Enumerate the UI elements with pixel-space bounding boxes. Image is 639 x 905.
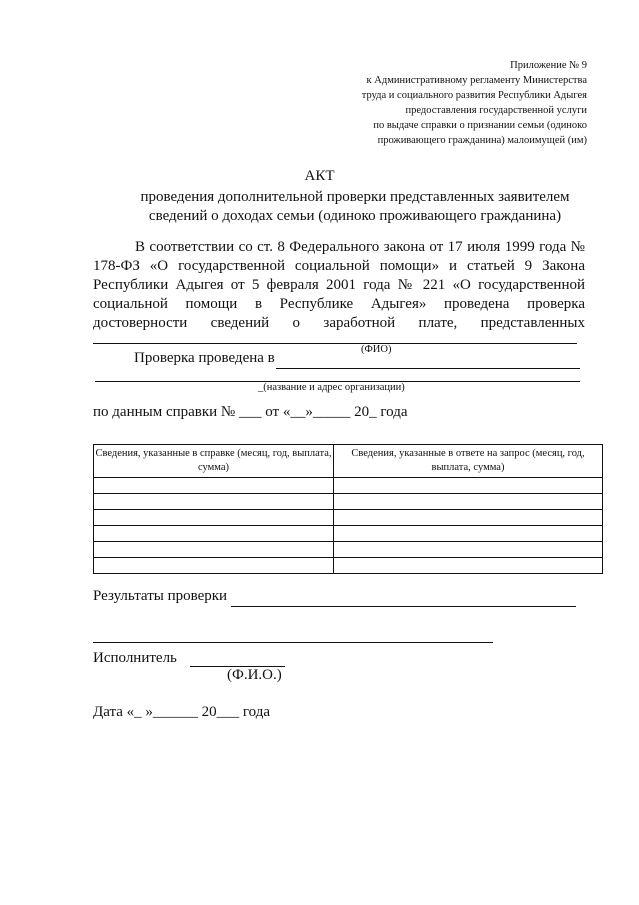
table-cell[interactable] — [334, 510, 603, 526]
table-cell[interactable] — [334, 494, 603, 510]
organization-caption: _(название и адрес организации) — [258, 382, 405, 393]
act-subtitle-line-2: сведений о доходах семьи (одиноко проживающего гражданина) — [148, 208, 562, 224]
executor-fio-caption: (Ф.И.О.) — [227, 667, 282, 683]
table-row — [94, 510, 603, 526]
table-cell[interactable] — [94, 526, 334, 542]
table-cell[interactable] — [334, 542, 603, 558]
table-row — [94, 526, 603, 542]
fio-fill-line[interactable] — [93, 343, 577, 344]
appendix-header — [287, 58, 587, 148]
table-header-response: Сведения, указанные в ответе на запрос (месяц, год, выплата, сумма) — [334, 445, 603, 478]
table-row — [94, 558, 603, 574]
fio-caption: (ФИО) — [361, 344, 392, 355]
act-title: АКТ — [304, 168, 335, 184]
table-header-certificate: Сведения, указанные в справке (месяц, год, выплата, сумма) — [94, 445, 334, 478]
table-cell[interactable] — [334, 526, 603, 542]
table-row — [94, 542, 603, 558]
check-label: Проверка проведена в — [134, 350, 275, 366]
results-fill-line-2[interactable] — [93, 642, 493, 643]
table-cell[interactable] — [94, 542, 334, 558]
act-subtitle-line-1: проведения дополнительной проверки представленных заявителем — [140, 189, 570, 205]
table-cell[interactable] — [94, 558, 334, 574]
legal-basis-paragraph: В соответствии со ст. 8 Федерального закона от 17 июля 1999 года № 178-ФЗ «О государственной социальной помощи» и статьей 9 Закона Республики Адыгея от 5 февраля 2001 года № 221 «О государственной социальной помощи в Республике Адыгея» проведена проверка достоверности сведений о заработной плате, представленных — [93, 239, 585, 331]
table-cell[interactable] — [94, 478, 334, 494]
table-row — [94, 494, 603, 510]
table-cell[interactable] — [334, 558, 603, 574]
organization-fill-line[interactable] — [276, 368, 580, 369]
table-cell[interactable] — [94, 510, 334, 526]
appendix-line: к Административному регламенту Министерства — [366, 75, 587, 86]
appendix-line: Приложение № 9 — [510, 60, 587, 71]
date-line: Дата «_ »______ 20___ года — [93, 704, 271, 720]
table-row — [94, 478, 603, 494]
results-fill-line[interactable] — [231, 606, 576, 607]
act-subtitle — [120, 188, 590, 226]
appendix-line: проживающего гражданина) малоимущей (им) — [377, 135, 587, 146]
appendix-line: предоставления государственной услуги — [405, 105, 587, 116]
results-label: Результаты проверки — [93, 588, 228, 604]
reference-line: по данным справки № ___ от «__»_____ 20_ года — [93, 404, 408, 420]
appendix-line: по выдаче справки о признании семьи (одиноко — [373, 120, 587, 131]
table-cell[interactable] — [334, 478, 603, 494]
comparison-table — [93, 444, 603, 574]
executor-label: Исполнитель — [93, 650, 177, 666]
appendix-line: труда и социального развития Республики Адыгея — [361, 90, 587, 101]
table-cell[interactable] — [94, 494, 334, 510]
